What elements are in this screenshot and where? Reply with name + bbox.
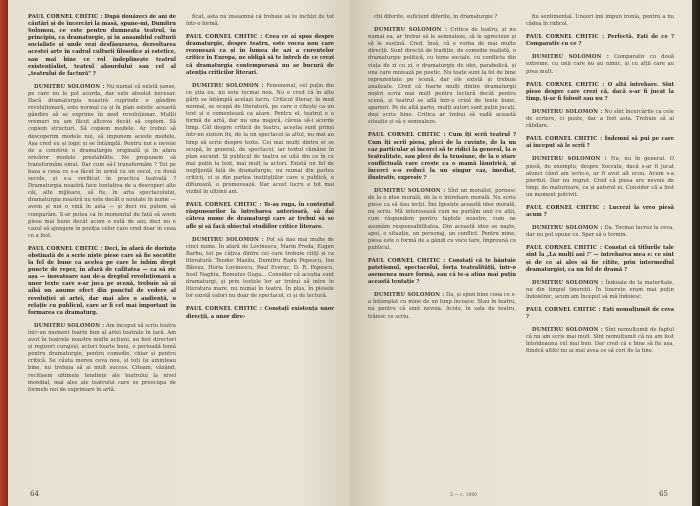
speaker-name: DUMITRU SOLOMON : <box>532 156 607 163</box>
right-page-columns <box>368 14 674 484</box>
speaker-name: DUMITRU SOLOMON : <box>532 54 610 61</box>
paragraph-text: Perfectă. Ești de ce ? Comparativ cu ce ? <box>526 34 674 48</box>
paragraph-text: După douăzeci de ani de căutări și de încercări la masă, spune-mi, Dumitru Solomon, ce este pentru dumneata teatrul, în principiu, ca dramaturgie, și în ansamblul culturii socialiste și unde vezi desfășurarea, dezvoltarea acestei arte în cadrul culturii filosofice și estetice, sau mai bine ce rol îndeplinește teatrul existențialist, teatrul absurdului sau cel al „teatrului de factură" ? <box>28 14 176 77</box>
paragraph-text: Constat că titlurile tale sînt la „La mulți ani !" — întrebarea mea e: ce sînt și de ce ai ales să fie citite, prin intermediul dramaturgiei, ca un fel de dramă ? <box>526 245 674 273</box>
speaker-name: PAUL CORNEL CHITIC : <box>526 136 603 143</box>
speaker-name: PAUL CORNEL CHITIC : <box>526 245 602 252</box>
speaker-name: DUMITRU SOLOMON : <box>374 292 445 299</box>
paragraph-text: Sînt un moralist, pornesc de la o idee morală, de la o întrebare morală. Nu scriu piese ca să dau lecții. Îmi lipsește această idee morală, nu scriu. Mă interesează cum ne purtăm unii cu alții, cum răspundem pentru faptele noastre, cum ne asumăm responsabilitatea. Din această idee se naște, apoi, o situație, un personaj, un conflict. Pentru mine, piesa este o formă de a gândi cu voce tare, împreună cu publicul. <box>368 188 516 251</box>
question-paragraph <box>526 82 674 103</box>
speaker-name: PAUL CORNEL CHITIC : <box>28 245 103 252</box>
question-paragraph <box>368 258 516 286</box>
speaker-name: PAUL CORNEL CHITIC : <box>526 81 605 88</box>
paragraph-text: Fenomenul, cel puțin din ce știu eu, nu este tocmai nou. Nu e cred că în alte părți se întâmplă același lucru. Criticul literar, în mod normal, se ocupă de literatură, pe care o citește ca un text și o comentează ca atare. Pentru el, teatrul e o formă de artă, dar nu una majoră, căreia să-i acorde timp. Cât despre criticii de teatru, aceștia sunt prinși într-un sistem fix, de la un spectacol la altul, nu mai au timp să scrie despre texte. Cei mai mulți dintre ei se ocupă, în general, de spectacol, iar textul rămâne în plan secund. Și publicul de teatru se uită din ce în ce mai puțin la text, mai mult la actori. Există un fel de neglijență față de dramaturgie, nu numai din partea criticii, ci și din partea instituțiilor care o publică, o difuzează, o promovează. Dar acest lucru e tot mai vizibil în ultimii ani. <box>186 82 334 196</box>
right-column-1 <box>368 14 516 484</box>
speaker-name: DUMITRU SOLOMON : <box>34 83 105 90</box>
speaker-name: PAUL CORNEL CHITIC : <box>368 132 446 139</box>
question-paragraph <box>526 34 674 48</box>
speaker-name: PAUL CORNEL CHITIC : <box>186 306 263 313</box>
paragraph-text: Îndemni să pui pe care ai început să le scrii ? <box>526 136 674 150</box>
speaker-name: PAUL CORNEL CHITIC : <box>186 202 262 209</box>
paragraph-text: Ești nemulțumit de ceva ? <box>526 307 674 321</box>
left-page-columns <box>28 14 334 484</box>
right-book-edge <box>692 0 700 506</box>
answer-paragraph <box>526 225 674 239</box>
paragraph-text: Te-aș ruga, în contextul răspunsurilor la întrebarea anterioară, să dai câteva nume de dramaturgi care ar trebui să se afle și să facă obiectul studiilor critice literare. <box>186 202 334 230</box>
paragraph-text: Da. Tocmai lucrez la ceva, dar nu pot spune ce. Sper să o termin. <box>526 225 674 239</box>
question-paragraph <box>368 132 516 182</box>
text-paragraph <box>368 14 516 21</box>
paragraph-text: ficat, asta nu înseamnă că trebuie să te închizi de tot într-o formă. <box>186 14 334 28</box>
answer-paragraph <box>186 83 334 197</box>
paragraph-text: Da, și spun bine ceea ce s-a întâmplat cu mine de un timp încoace. Stau în teatru, nu pentru că simt nevoia. Acolo, în sala de teatru, trăiesc ce scriu. <box>368 292 516 320</box>
left-column-1 <box>28 14 176 484</box>
question-paragraph <box>526 245 674 273</box>
paragraph-text: Am început să scriu teatru într-un moment foarte bun al artei teatrale în țară. Am avut în teatrele noastre multe acțiuni, au fost directori și regizori curajoși, actori foarte buni, o perioadă bună pentru dramaturgie, pentru comedie, chiar și pentru critică. Se căuta mereu ceva nou, și toți își aminteau bine, nu trebuia să ai mult succes. Citeam, văzând, recitisem ultimele tendințe ale teatrului la nivel mondial, mai ales ale teatrului care se preocupa de formele noi de exprimare în artă. <box>28 322 176 393</box>
paragraph-text: Critica de teatru, și nu numai ea, ar trebui să le semnaleze, să le aprecieze și să le susțină. Cred, însă, că e vorba de mai multe direcții. Sunt direcții de tradiție, de comedie realistă, o dramaturgie politică, cu teme sociale, cu conflicte din viața de zi cu zi, o dramaturgie de idei, parabolică, și una care mizează pe poetic. Nu toate sunt la fel de bine reprezentate pe scenă, dar ele există și trebuie analizate. Cred că foarte mulți dintre dramaturgii noștri scriu mai mult pentru lectură decât pentru scenă, și teatrul se află într-o criză de texte bune, aparent. Pe de altă parte, mulți autori sunt puțin jucați, deși scriu bine. Critica ar trebui să vadă această situație și să o semnaleze. <box>368 27 516 126</box>
speaker-name: PAUL CORNEL CHITIC : <box>28 14 103 20</box>
paragraph-text: cții diferite, suficient diferite, în dramaturgie ? <box>374 14 498 20</box>
answer-paragraph <box>28 84 176 240</box>
answer-paragraph <box>526 156 674 199</box>
question-paragraph <box>526 307 674 321</box>
speaker-name: DUMITRU SOLOMON : <box>532 327 604 334</box>
page-number-left: 64 <box>30 490 39 498</box>
paragraph-text: Nu, nu în general. O piesă, de exemplu, despre Socrate, dacă s-ar fi jucat atunci când am scris-o, ar fi avut alt ecou. Acum s-a pierdut. Dar nu regret. Cred că piesa are nevoie de timp, de maturizare, ca și autorul ei. Consider că a fost un moment potrivit. <box>526 156 674 198</box>
answer-paragraph <box>368 27 516 126</box>
answer-paragraph <box>526 54 674 75</box>
question-paragraph <box>526 136 674 150</box>
answer-paragraph <box>368 188 516 252</box>
paragraph-text: Nu numai că există șanse, pe care nu le pot acorda, dar este absolut necesar. Dacă dramaturgia noastră cuprinde o gândire revoluționară, este normal ca și în plan estetic această gândire să se exprime în mod revoluționar. Mulții vremuri nu am făcut altceva decât să copiem. Să copiem structuri. Să copiem modele. Ar trebui să descoperim modele noi, să impunem aceste modele. Așa cred eu și logic și se întâmplă. Pentru noi e nevoie de a construi o dramaturgie originală și în afara oricăror modele prestabilite. Ne propunem să transformăm omul. Dar cum să-l transformăm ? Tot pe baza a ceea ce s-a făcut în urmă cu un secol, cu două secole, și s-a verificat în practica teatrală ? Dramaturgia noastră face tentativa de a descoperi alte căi, alte mijloace, să fie, în arta spectacolului, dramaturgia noastră nu este decât o noutate în nume — avem și noi o vină în asta — și deci nu putem să comparăm. S-ar putea ca în momentul de față să avem piese mai bune decât acum o sută de ani; deci nu e cazul să ajungem în poziția celor care cred doar în ceea ce a fost. <box>28 83 176 239</box>
answer-paragraph <box>526 280 674 301</box>
answer-paragraph <box>526 109 674 130</box>
paragraph-text: Îndoiala de la maturitate, nu din timpul tinereții. În tinerețe eram mai puțin îndoielnic, acum am început să mă îndoiesc. <box>526 279 674 300</box>
speaker-name: DUMITRU SOLOMON : <box>374 188 446 195</box>
text-paragraph <box>186 14 334 28</box>
speaker-name: PAUL CORNEL CHITIC : <box>368 257 446 264</box>
paragraph-text: Nu sînt încercările ca cele de scriere, ci poate, dar a fost asta. Trebuie să ai răbdare. <box>526 108 674 130</box>
question-paragraph <box>28 246 176 317</box>
answer-paragraph <box>526 327 674 355</box>
speaker-name: DUMITRU SOLOMON : <box>34 322 105 329</box>
speaker-name: DUMITRU SOLOMON : <box>532 279 604 286</box>
left-column-2 <box>186 14 334 484</box>
printer-signature: 5 — c. 1980 <box>450 493 478 498</box>
speaker-name: PAUL CORNEL CHITIC : <box>526 204 606 211</box>
right-page <box>350 0 700 506</box>
paragraph-text: fiu sentimental. Uneori îmi împun ironia, pentru a nu cădea în ridicol. <box>526 14 674 28</box>
speaker-name: DUMITRU SOLOMON : <box>192 82 264 89</box>
paragraph-text: Sînt nemulțumit de faptul că nu am scris mai mult. Sînt nemulțumit că nu am fost întotdeauna cel mai bun. Dar cred că e bine să fie așa, fiindcă altfel nu ai mai avea ce să ceri de la tine. <box>526 327 674 355</box>
question-paragraph <box>28 14 176 78</box>
left-book-edge <box>0 0 8 506</box>
speaker-name: DUMITRU SOLOMON : <box>532 108 603 115</box>
speaker-name: PAUL CORNEL CHITIC : <box>526 307 601 313</box>
page-number-right: 65 <box>659 490 668 498</box>
paragraph-text: Cum îți scrii teatrul ? Cum îți scrii piesa, pleci de la cuvinte, de la un caz particular și încerci să te ridici la general, la o teatralitate, sau pleci de la tensiune, de la o stare conflictuală care creste ca o mamă lăuntrică, și încerci s-o reduci la un singur caz, imediat, ilustrativ, expresiv ? <box>368 132 516 181</box>
question-paragraph <box>186 202 334 230</box>
right-column-2 <box>526 14 674 484</box>
paragraph-text: Ceea ce ai spus despre dramaturgie, despre teatru, este vocea nou care rezonează ca și în lumea de azi a curentelor critice în Europa, ne obligă să te întreb de ce crezi că dramaturgia contemporană nu se bucură de atenția criticilor literari. <box>186 34 334 76</box>
answer-paragraph <box>368 292 516 320</box>
paragraph-text: Deci, în afară de dorința obstinată de a scrie niște piese care să fie socotite la fel de bune ca acelea pe care le iubim drept puncte de reper, în afară de calitatea — ca să zic așa — inovatoare sau de-a dreptul revoluționară a unor texte care s-ar juca pe scenă, trebuie să și aibă un anume efect din punctul de vedere al revoluției și artei, dar mai ales o audiență, o relație cu publicul, care ar fi cel mai important în formarea ca dramaturg. <box>28 245 176 316</box>
question-paragraph <box>186 34 334 77</box>
question-paragraph <box>526 205 674 219</box>
speaker-name: DUMITRU SOLOMON : <box>374 27 448 34</box>
speaker-name: DUMITRU SOLOMON : <box>532 225 603 232</box>
paragraph-text: Constați existența unor direcții, a unor dire- <box>186 306 334 320</box>
paragraph-text: Lucrezi la vreo piesă acum ? <box>526 204 674 219</box>
speaker-name: DUMITRU SOLOMON : <box>192 236 264 243</box>
question-paragraph <box>186 306 334 320</box>
paragraph-text: Constați că te bântuie patetismul, spectacolul, forța teatralității, într-o asemenea mare formă, sau că te-a atins mai puțin această tentație ? <box>368 257 516 286</box>
answer-paragraph <box>186 237 334 301</box>
paragraph-text: O altă întrebare. Sînt piese despre care crezi că, dacă s-ar fi jucat la timp, ți-ar fi folosit sau nu ? <box>526 81 674 102</box>
paragraph-text: Pot să dau mai multe de cinci nume. În afară de Lovinescu, Marin Preda, Eugen Barbu, tot pe câțiva dintre cei care trebuie citiți și ca literatură: Teodor Mazilu, Dumitru Radu Popescu, Ion Băieșu, Horia Lovinescu, Paul Everac, D. R. Popescu, Iosif Naghiu, Romulus Guga... Consider că aceștia sunt dramaturgi, și prin textele lor ar trebui să intre în literatura mare, nu numai în teatru. În plus, în piesele lor există valori nu doar de spectacol, ci și de lectură. <box>186 236 334 300</box>
speaker-name: PAUL CORNEL CHITIC : <box>526 34 605 41</box>
text-paragraph <box>526 14 674 28</box>
paragraph-text: Comparativ cu două extreme, cu unii care nu au nimic, și cu alții care au prea mult. <box>526 54 674 75</box>
answer-paragraph <box>28 323 176 394</box>
speaker-name: PAUL CORNEL CHITIC : <box>186 34 263 41</box>
